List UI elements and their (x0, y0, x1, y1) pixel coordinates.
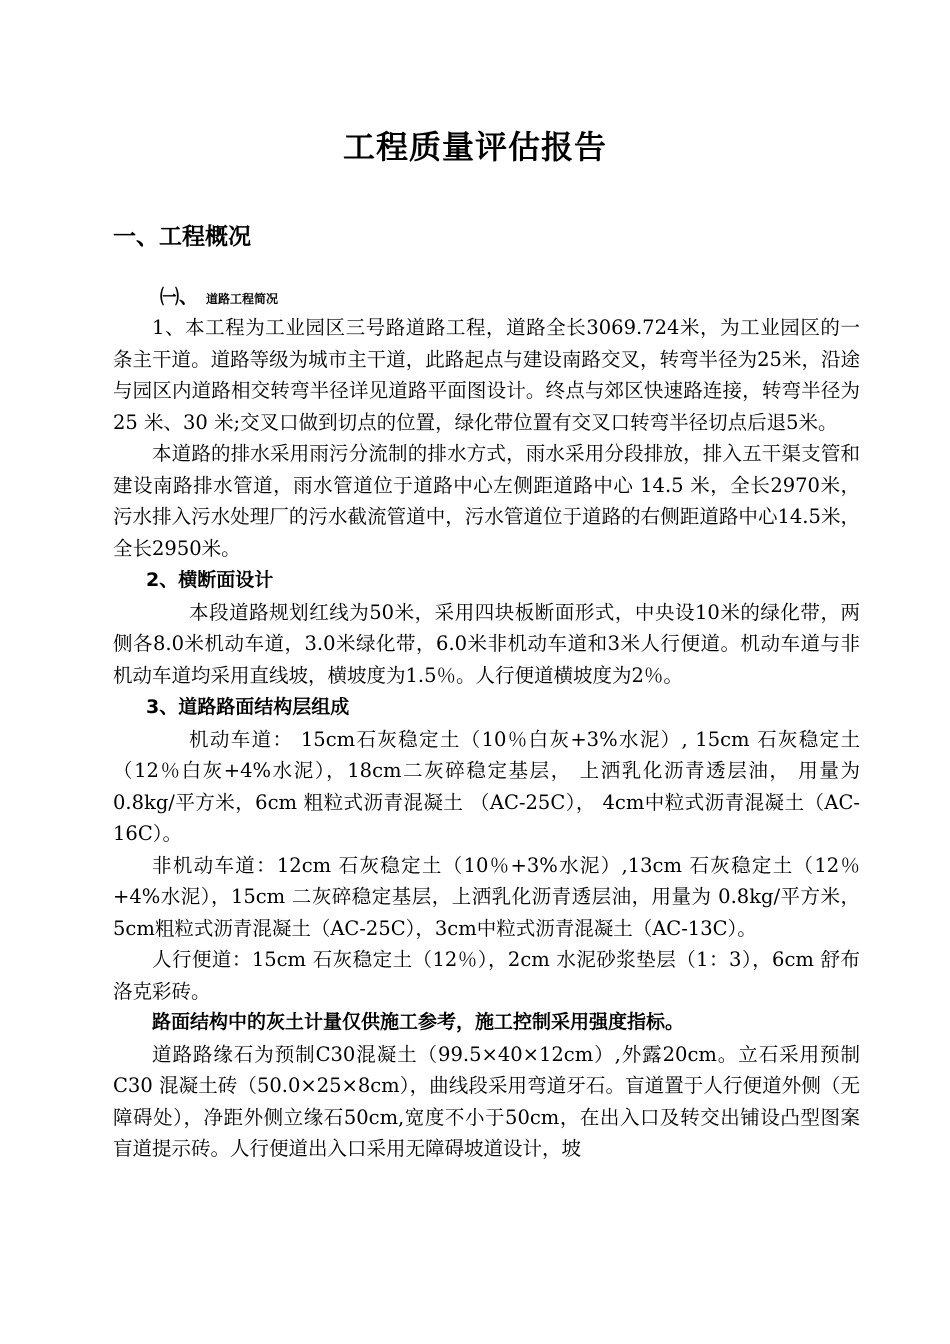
paragraph-curbstone: 道路路缘石为预制C30混凝土（99.5×40×12cm）,外露20cm。立石采用预制 C30 混凝土砖（50.0×25×8cm），曲线段采用弯道牙石。盲道置于人行便道外侧（无障碍处），净距外侧立缘石50cm,宽度不小于50cm，在出入口及转交出铺设凸型图案盲道提示砖。人行便道出入口采用无障碍坡道设计，坡 (113, 1042, 860, 1160)
paragraph-cross-section: 本段道路规划红线为50米，采用四块板断面形式，中央设10米的绿化带，两侧各8.0米机动车道，3.0米绿化带，6.0米非机动车道和3米人行便道。机动车道与非机动车道均采用直线坡，横坡度为1.5％。人行便道横坡度为2％。 (113, 600, 860, 687)
paragraph-lime-soil-note: 路面结构中的灰土计量仅供施工参考，施工控制采用强度指标。 (151, 1011, 684, 1033)
paragraph-sidewalk: 人行便道：15cm 石灰稳定土（12％），2cm 水泥砂浆垫层（1：3），6cm 舒布洛克彩砖。 (113, 948, 860, 1003)
subheading-pavement-structure: 3、道路路面结构层组成 (146, 696, 350, 718)
page-title: 工程质量评估报告 (342, 128, 607, 166)
subheading-cross-section: 2、横断面设计 (146, 569, 274, 591)
paragraph-non-motor-lane: 非机动车道：12cm 石灰稳定土（10％+3%水泥）,13cm 石灰稳定土（12％+4%水泥），15cm 二灰碎稳定基层，上洒乳化沥青透层油，用量为 0.8kg/平方米，5cm粗粒式沥青混凝土（AC-25C），3cm中粒式沥青混凝土（AC-13C）。 (113, 853, 860, 940)
paragraph-motor-lane: 机动车道： 15cm石灰稳定土（10％白灰+3%水泥）, 15cm 石灰稳定土（12％白灰+4%水泥），18cm二灰碎稳定基层， 上洒乳化沥青透层油， 用量为0.8kg/平方米，6cm 粗粒式沥青混凝土 （AC-25C）， 4cm中粒式沥青混凝土（AC-16C）。 (113, 727, 860, 845)
paragraph-drainage: 本道路的排水采用雨污分流制的排水方式，雨水采用分段排放，排入五干渠支管和建设南路排水管道，雨水管道位于道路中心左侧距道路中心 14.5 米，全长2970米，污水排入污水处理厂的污水截流管道中，污水管道位于道路的右侧距道路中心14.5米，全长2950米。 (113, 442, 860, 560)
subsection-label: 道路工程简况 (206, 292, 279, 306)
section-heading: 一、工程概况 (113, 224, 251, 250)
subsection-heading (160, 282, 278, 309)
document-body (113, 312, 860, 1165)
paragraph-road-overview: 1、本工程为工业园区三号路道路工程，道路全长3069.724米，为工业园区的一条主干道。道路等级为城市主干道，此路起点与建设南路交叉，转弯半径为25米，沿途与园区内道路相交转弯半径详见道路平面图设计。终点与郊区快速路连接，转弯半径为 25 米、30 米;交叉口做到切点的位置，绿化带位置有交叉口转弯半径切点后退5米。 (113, 316, 860, 434)
subsection-number: ㈠、 (160, 286, 199, 308)
